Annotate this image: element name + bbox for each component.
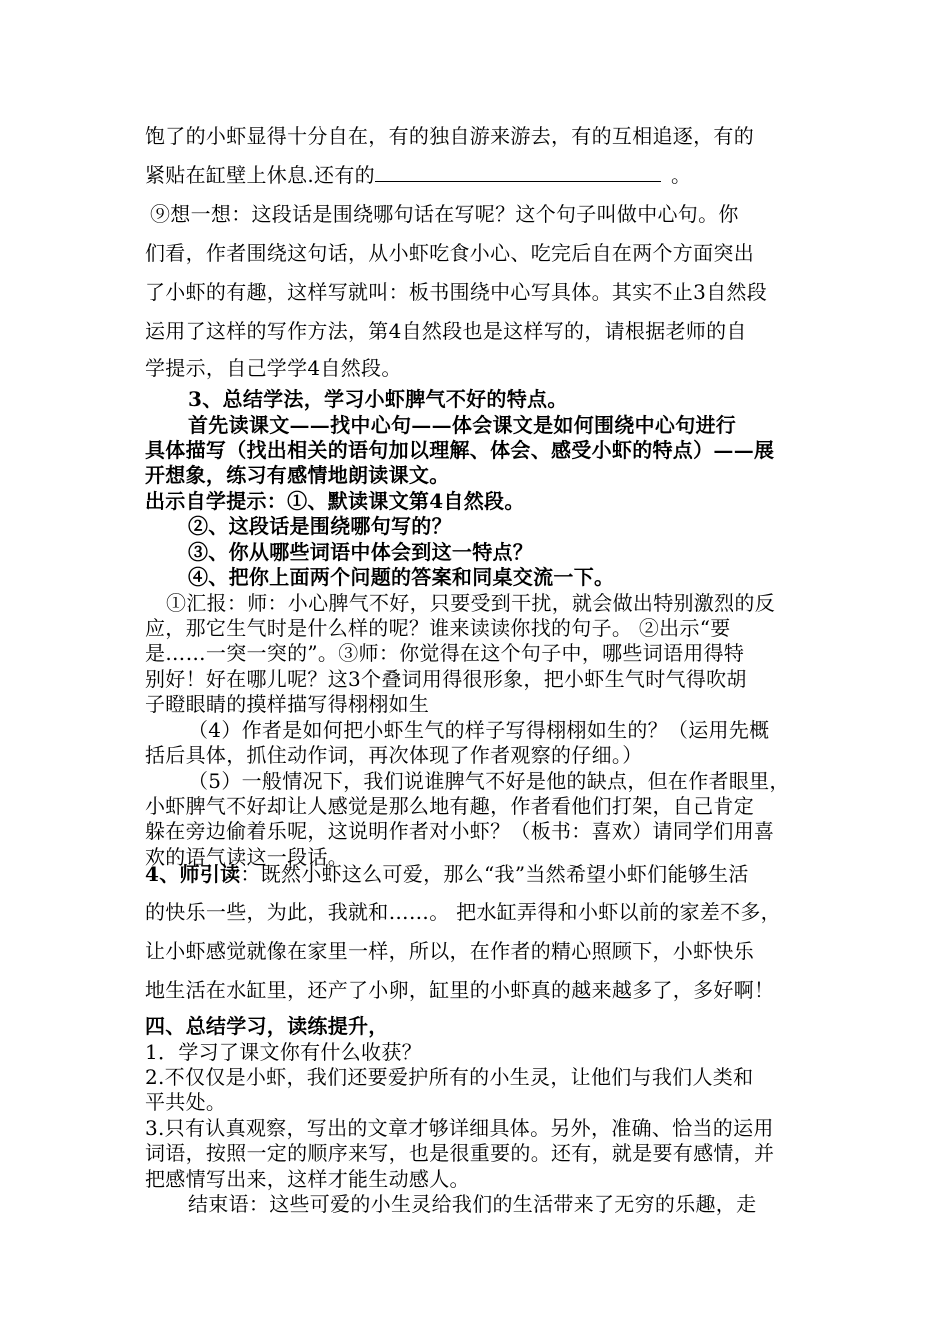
- section4-line-2: 的快乐一些，为此，我就和……。 把水缸弄得和小虾以前的家差不多，: [145, 900, 781, 924]
- intro-line-2-end: 。: [670, 163, 692, 187]
- closing-line: 结束语：这些可爱的小生灵给我们的生活带来了无穷的乐趣，走: [188, 1192, 757, 1216]
- intro-line-2-text: 紧贴在缸壁上休息.还有的: [145, 163, 375, 187]
- section3-method-line-3: 开想象，练习有感情地朗读课文。: [145, 463, 450, 487]
- self-study-tip-1: 出示自学提示：①、默读课文第4自然段。: [145, 489, 525, 513]
- self-study-tip-2: ②、这段话是围绕哪句写的？: [188, 514, 452, 538]
- part4-item-3-line-2: 词语，按照一定的顺序来写，也是很重要的。还有，就是要有感情，并: [145, 1141, 775, 1165]
- part4-item-3-line-1: 3.只有认真观察，写出的文章才够详细具体。另外，准确、恰当的运用: [145, 1116, 774, 1140]
- part4-item-1: 1．学习了课文你有什么收获？: [145, 1040, 422, 1064]
- point5-line-2: 小虾脾气不好却让人感觉是那么地有趣，作者看他们打架，自己肯定: [145, 794, 754, 818]
- part4-item-3-line-3: 把感情写出来，这样才能生动感人。: [145, 1167, 470, 1191]
- think-line-3: 了小虾的有趣，这样写就叫：板书围绕中心写具体。其实不止3自然段: [145, 280, 768, 304]
- report-line-1: ①汇报：师：小心脾气不好，只要受到干扰，就会做出特别激烈的反: [166, 591, 775, 615]
- think-line-2: 们看，作者围绕这句话，从小虾吃食小心、吃完后自在两个方面突出: [145, 241, 754, 265]
- report-line-3: 是……一突一突的”。③师：你觉得在这个句子中，哪些词语用得特: [145, 641, 745, 665]
- self-study-tip-3: ③、你从哪些词语中体会到这一特点？: [188, 540, 534, 564]
- section4-line-3: 让小虾感觉就像在家里一样，所以，在作者的精心照顾下，小虾快乐: [145, 939, 754, 963]
- section4-line-4: 地生活在水缸里，还产了小卵，缸里的小虾真的越来越多了，多好啊！: [145, 978, 775, 1002]
- section3-heading: 3、总结学法，学习小虾脾气不好的特点。: [188, 387, 568, 411]
- point5-line-3: 躲在旁边偷着乐呢，这说明作者对小虾？（板书：喜欢）请同学们用喜: [145, 819, 775, 843]
- part4-heading: 四、总结学习，读练提升，: [145, 1014, 389, 1038]
- think-line-1: ⑨想一想：这段话是围绕哪句话在写呢？这个句子叫做中心句。你: [150, 202, 739, 226]
- intro-line-2: [145, 163, 691, 187]
- section4-line-1: [145, 862, 749, 886]
- section3-method-line-2: 具体描写（找出相关的语句加以理解、体会、感受小虾的特点）——展: [145, 438, 775, 462]
- self-study-tip-4: ④、把你上面两个问题的答案和同桌交流一下。: [188, 565, 615, 589]
- section3-method-line-1: 首先读课文——找中心句——体会课文是如何围绕中心句进行: [188, 413, 737, 437]
- report-line-4: 别好！好在哪儿呢？这3个叠词用得很形象，把小虾生气时气得吹胡: [145, 667, 747, 691]
- intro-line-1: 饱了的小虾显得十分自在，有的独自游来游去，有的互相追逐，有的: [145, 124, 754, 148]
- think-line-5: 学提示，自己学学4自然段。: [145, 356, 402, 380]
- report-line-5: 子瞪眼睛的摸样描写得栩栩如生: [145, 692, 430, 716]
- point4-line-2: 括后具体，抓住动作词，再次体现了作者观察的仔细。）: [145, 743, 643, 767]
- fill-in-blank: [375, 163, 661, 182]
- part4-item-2-line-1: 2.不仅仅是小虾，我们还要爱护所有的小生灵，让他们与我们人类和: [145, 1065, 754, 1089]
- point5-line-4: 欢的语气读这一段话。: [145, 845, 348, 869]
- think-line-4: 运用了这样的写作方法，第4自然段也是这样写的，请根据老师的自: [145, 319, 747, 343]
- point5-line-1: （5）一般情况下，我们说谁脾气不好是他的缺点，但在作者眼里，: [188, 769, 790, 793]
- section4-label: 4、师引读: [145, 862, 241, 886]
- section4-line-1-rest: ：既然小虾这么可爱，那么“我”当然希望小虾们能够生活: [240, 862, 749, 886]
- point4-line-1: （4）作者是如何把小虾生气的样子写得栩栩如生的？（运用先概: [188, 718, 770, 742]
- part4-item-2-line-2: 平共处。: [145, 1090, 227, 1114]
- report-line-2: 应，那它生气时是什么样的呢？谁来读读你找的句子。 ②出示“要: [145, 616, 731, 640]
